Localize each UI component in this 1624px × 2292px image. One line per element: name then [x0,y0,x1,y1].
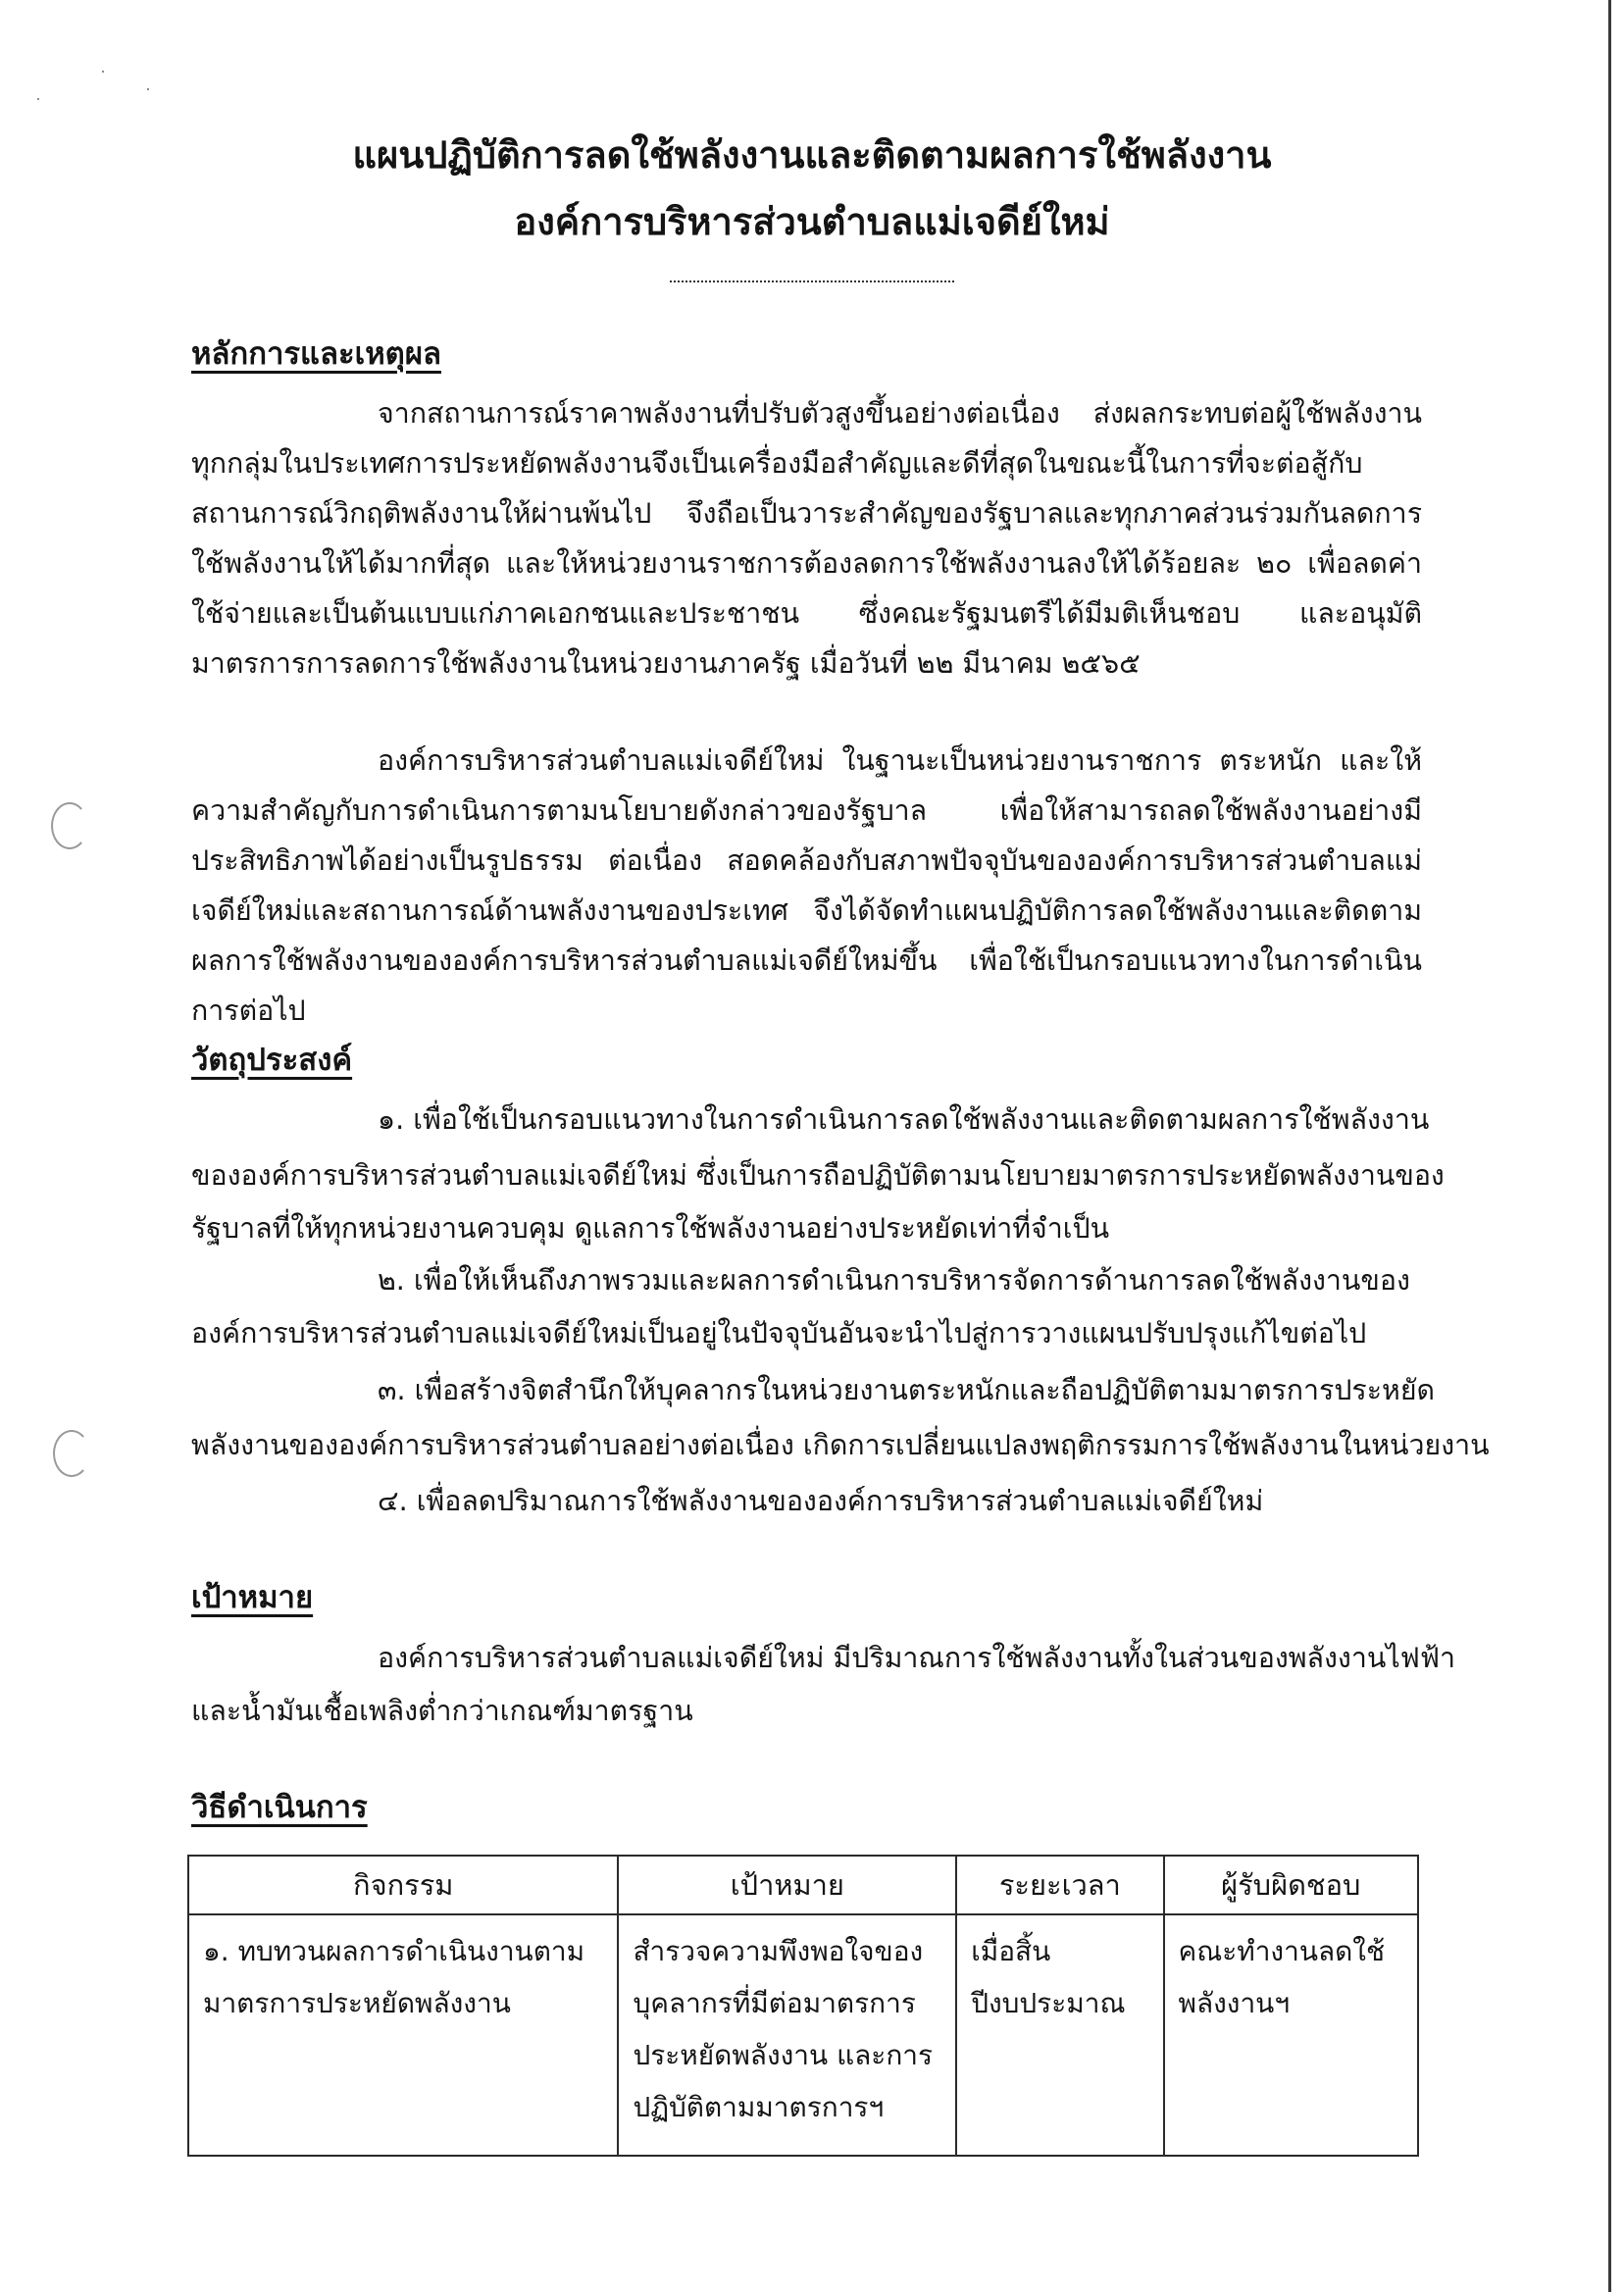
cell-activity [188,1914,618,2156]
objective-line: ๒. เพื่อให้เห็นถึงภาพรวมและผลการดำเนินการบริหารจัดการด้านการลดใช้พลังงานของ [378,1264,1410,1297]
cell-responsible [1164,1914,1419,2156]
target-line: องค์การบริหารส่วนตำบลแม่เจดีย์ใหม่ มีปริมาณการใช้พลังงานทั้งในส่วนของพลังงานไฟฟ้า [378,1642,1456,1674]
scan-speck [102,71,104,73]
document-subtitle: องค์การบริหารส่วนตำบลแม่เจดีย์ใหม่ [514,200,1110,243]
target-line: และน้ำมันเชื้อเพลิงต่ำกว่าเกณฑ์มาตรฐาน [191,1695,693,1727]
section-heading-objectives: วัตถุประสงค์ [191,1043,353,1078]
cell-text: มาตรการประหยัดพลังงาน [203,1987,511,2019]
cell-text: พลังงานฯ [1178,1987,1291,2019]
cell-text: สำรวจความพึงพอใจของ [633,1935,924,1967]
scan-edge [1608,0,1611,2292]
cell-text: เมื่อสิ้น [971,1935,1051,1967]
cell-text: ๑. ทบทวนผลการดำเนินงานตาม [203,1935,585,1967]
method-table [187,1855,1419,2157]
objective-line: พลังงานขององค์การบริหารส่วนตำบลอย่างต่อเนื่อง เกิดการเปลี่ยนแปลงพฤติกรรมการใช้พลังงานในหน่วยงาน [191,1429,1490,1461]
scan-speck [37,98,39,100]
section-heading-rationale: หลักการและเหตุผล [191,336,441,372]
punch-hole-mark [53,1430,90,1477]
cell-text: ประหยัดพลังงาน และการ [633,2039,934,2071]
cell-goal [618,1914,956,2156]
objective-line: ๓. เพื่อสร้างจิตสำนึกให้บุคลากรในหน่วยงานตระหนักและถือปฏิบัติตามมาตรการประหยัด [378,1374,1436,1406]
punch-hole-mark [51,802,88,849]
section-heading-method: วิธีดำเนินการ [191,1790,368,1825]
cell-text: ปฏิบัติตามมาตรการฯ [633,2091,885,2123]
title-divider [670,280,954,282]
column-header-responsible: ผู้รับผิดชอบ [1164,1856,1419,1914]
objective-line: องค์การบริหารส่วนตำบลแม่เจดีย์ใหม่เป็นอยู่ในปัจจุบันอันจะนำไปสู่การวางแผนปรับปรุงแก้ไขต่อไป [191,1317,1367,1350]
section-heading-target: เป้าหมาย [191,1580,314,1615]
cell-text: คณะทำงานลดใช้ [1178,1935,1385,1967]
column-header-goal: เป้าหมาย [618,1856,956,1914]
objective-line: รัฐบาลที่ให้ทุกหน่วยงานควบคุม ดูแลการใช้พลังงานอย่างประหยัดเท่าที่จำเป็น [191,1212,1110,1245]
cell-text: ปีงบประมาณ [971,1987,1126,2019]
rationale-paragraph-2: องค์การบริหารส่วนตำบลแม่เจดีย์ใหม่ ในฐานะเป็นหน่วยงานราชการ ตระหนัก และให้ความสำคัญกับการดำเนินการตามนโยบายดังกล่าวของรัฐบาล เพื่อให้สามารถลดใช้พลังงานอย่างมีประสิทธิภาพได้อย่างเป็นรูปธรรม ต่อเนื่อง สอดคล้องกับสภาพปัจจุบันขององค์การบริหารส่วนตำบลแม่เจดีย์ใหม่และสถานการณ์ด้านพลังงานของประเทศ จึงได้จัดทำแผนปฏิบัติการลดใช้พลังงานและติดตามผลการใช้พลังงานขององค์การบริหารส่วนตำบลแม่เจดีย์ใหม่ขึ้น เพื่อใช้เป็นกรอบแนวทางในการดำเนินการต่อไป [191,744,1422,1027]
column-header-period: ระยะเวลา [956,1856,1163,1914]
scan-speck [147,88,149,90]
cell-text: บุคลากรที่มีต่อมาตรการ [633,1987,916,2019]
table-header-row [188,1856,1418,1914]
objective-line: ๔. เพื่อลดปริมาณการใช้พลังงานขององค์การบริหารส่วนตำบลแม่เจดีย์ใหม่ [378,1485,1264,1517]
document-title: แผนปฏิบัติการลดใช้พลังงานและติดตามผลการใช้พลังงาน [352,133,1272,177]
column-header-activity: กิจกรรม [188,1856,618,1914]
objective-line: ขององค์การบริหารส่วนตำบลแม่เจดีย์ใหม่ ซึ่งเป็นการถือปฏิบัติตามนโยบายมาตรการประหยัดพลังงานของ [191,1159,1445,1192]
rationale-paragraph-1: จากสถานการณ์ราคาพลังงานที่ปรับตัวสูงขึ้นอย่างต่อเนื่อง ส่งผลกระทบต่อผู้ใช้พลังงานทุกกลุ่มในประเทศการประหยัดพลังงานจึงเป็นเครื่องมือสำคัญและดีที่สุดในขณะนี้ในการที่จะต่อสู้กับสถานการณ์วิกฤติพลังงานให้ผ่านพ้นไป จึงถือเป็นวาระสำคัญของรัฐบาลและทุกภาคส่วนร่วมกันลดการใช้พลังงานให้ได้มากที่สุด และให้หน่วยงานราชการต้องลดการใช้พลังงานลงให้ได้ร้อยละ ๒๐ เพื่อลดค่าใช้จ่ายและเป็นต้นแบบแก่ภาคเอกชนและประชาชน ซึ่งคณะรัฐมนตรีได้มีมติเห็นชอบ และอนุมัติมาตรการการลดการใช้พลังงานในหน่วยงานภาครัฐ เมื่อวันที่ ๒๒ มีนาคม ๒๕๖๕ [191,397,1422,680]
objective-line: ๑. เพื่อใช้เป็นกรอบแนวทางในการดำเนินการลดใช้พลังงานและติดตามผลการใช้พลังงาน [378,1103,1430,1136]
table-row [188,1914,1418,2156]
cell-period [956,1914,1163,2156]
